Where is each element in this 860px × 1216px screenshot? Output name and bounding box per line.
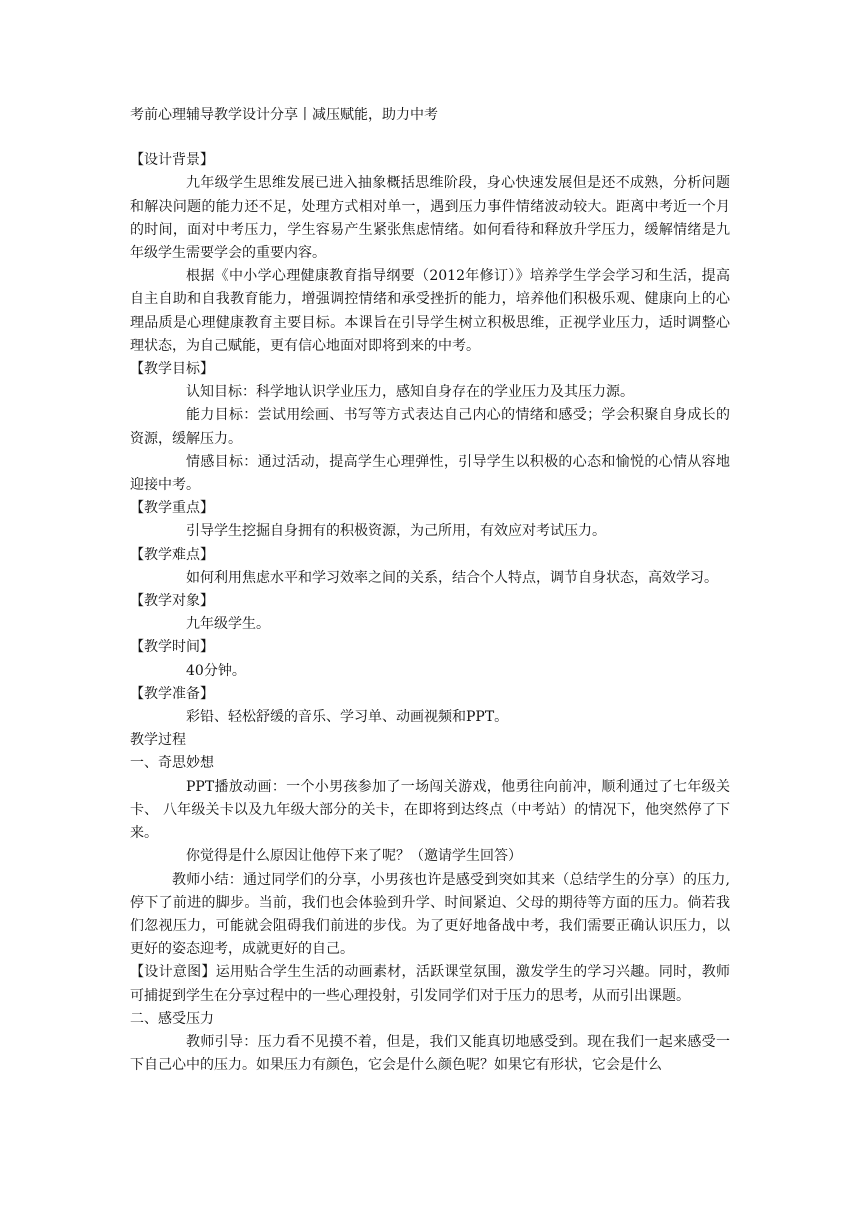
prep-text: 彩铅、轻松舒缓的音乐、学习单、动画视频和PPT。 [186, 709, 509, 726]
document-body [130, 104, 730, 1077]
goal-ability: 能力目标：尝试用绘画、书写等方式表达自己内心的情绪和感受；学会积聚自身成长的资源，缓解压力。 [130, 407, 730, 447]
heading-process: 教学过程 [130, 732, 186, 749]
goal-emotion: 情感目标：通过活动，提高学生心理弹性，引导学生以积极的心态和愉悦的心情从容地迎接中考。 [130, 453, 730, 494]
heading-part-1: 一、奇思妙想 [130, 755, 214, 772]
difficulty-text: 如何利用焦虑水平和学习效率之间的关系，结合个人特点，调节自身状态，高效学习。 [186, 569, 718, 586]
part1-design-intent: 【设计意图】运用贴合学生生活的动画素材，活跃课堂氛围，激发学生的学习兴趣。同时，教师可捕捉到学生在分享过程中的一些心理投射，引发同学们对于压力的思考，从而引出课题。 [130, 964, 730, 1004]
time-text: 40分钟。 [186, 662, 246, 679]
heading-prep: 【教学准备】 [130, 685, 214, 702]
target-text: 九年级学生。 [186, 616, 270, 633]
background-paragraph-2: 根据《中小学心理健康教育指导纲要（2012年修订）》培养学生学会学习和生活，提高自主自助和自我教育能力，增强调控情绪和承受挫折的能力，培养他们积极乐观、健康向上的心理品质是心理健康教育主要目标。本课旨在引导学生树立积极思维，正视学业压力，适时调整心理状态，为自己赋能，更有信心地面对即将到来的中考。 [130, 268, 730, 354]
heading-part-2: 二、感受压力 [130, 1010, 214, 1027]
heading-time: 【教学时间】 [130, 639, 214, 656]
part1-paragraph-1: PPT播放动画：一个小男孩参加了一场闯关游戏，他勇往向前冲，顺利通过了七年级关卡、 八年级关卡以及九年级大部分的关卡，在即将到达终点（中考站）的情况下，他突然停了下来。 [130, 778, 730, 842]
heading-target: 【教学对象】 [130, 593, 214, 610]
heading-goals: 【教学目标】 [130, 361, 214, 378]
goal-cognitive: 认知目标：科学地认识学业压力，感知自身存在的学业压力及其压力源。 [186, 384, 634, 401]
heading-difficulty: 【教学难点】 [130, 546, 214, 563]
heading-background: 【设计背景】 [130, 152, 214, 169]
heading-key: 【教学重点】 [130, 500, 214, 517]
document-title: 考前心理辅导教学设计分享丨减压赋能，助力中考 [130, 107, 438, 123]
background-paragraph-1: 九年级学生思维发展已进入抽象概括思维阶段，身心快速发展但是还不成熟，分析问题和解决问题的能力还不足，处理方式相对单一，遇到压力事件情绪波动较大。距离中考近一个月的时间，面对中考压力，学生容易产生紧张焦虑情绪。如何看待和释放升学压力，缓解情绪是九年级学生需要学会的重要内容。 [130, 175, 730, 262]
part2-paragraph-1: 教师引导：压力看不见摸不着，但是，我们又能真切地感受到。现在我们一起来感受一下自己心中的压力。如果压力有颜色，它会是什么颜色呢？如果它有形状，它会是什么 [130, 1033, 730, 1074]
part1-paragraph-2: 你觉得是什么原因让他停下来了呢？（邀请学生回答） [186, 848, 522, 865]
key-text: 引导学生挖掘自身拥有的积极资源，为己所用，有效应对考试压力。 [186, 523, 606, 540]
part1-summary: 教师小结：通过同学们的分享，小男孩也许是感受到突如其来（总结学生的分享）的压力,停下了前进的脚步。当前，我们也会体验到升学、时间紧迫、父母的期待等方面的压力。倘若我们忽视压力，可能就会阻碍我们前进的步伐。为了更好地备战中考，我们需要正确认识压力，以更好的姿态迎考，成就更好的自己。 [130, 871, 730, 958]
